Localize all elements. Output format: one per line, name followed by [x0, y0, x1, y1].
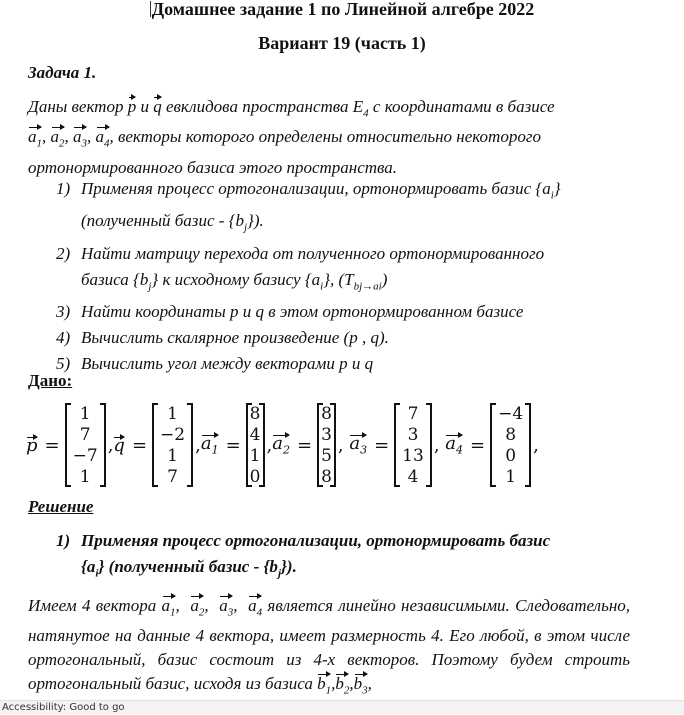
task-text: Найти координаты p и q в этом ортонормированном базисе [81, 302, 524, 322]
body-text: Следовательно, натянутое на данные 4 вектора, имеет размерность 4. [28, 596, 631, 646]
body-text: Поэтому будем строить ортогональный базис, исходя из базиса [28, 650, 631, 694]
vector-a4-label: $a_4$ [445, 433, 463, 457]
task-item-2 [56, 241, 656, 299]
text-cursor [150, 1, 151, 17]
task-number: 2) [56, 243, 71, 263]
task-item-4 [56, 325, 656, 351]
solution-paragraph: Имеем 4 вектора $a_1$, $a_2$, $a_3$, $a_4$ является линейно независимыми. Следовательно, натянутое на данные 4 вектора, имеет размерность 4. Его любой, в этом числе ортогональный, базис состоит из 4-х векторов. Поэтому будем строить ортогональный базис, исходя из базиса $b_1,b_2,b_3$, [28, 594, 630, 700]
task-intro [28, 95, 628, 180]
vector-b2: $b_2$ [335, 672, 349, 700]
task-item-1 [56, 176, 656, 241]
vector-a2: $a_2$ [51, 125, 65, 155]
vector-a2-matrix: 8 3 5 8 [317, 403, 336, 487]
space-dimension: 4 [363, 107, 369, 120]
task-number: 3) [56, 302, 71, 322]
vector-q-matrix: 1 −2 1 7 [152, 403, 193, 487]
document-title [0, 0, 684, 18]
vector-a3: $a_3$ [219, 594, 233, 624]
intro-text: с координатами в базисе [368, 97, 555, 116]
intro-text: Даны вектор [28, 97, 128, 116]
task-number: 5) [56, 354, 71, 374]
task-text: Вычислить скалярное произведение (p , q). [81, 328, 389, 348]
given-heading: Дано: [28, 371, 73, 390]
title-text: Домашнее задание 1 по Линейной алгебре 2022 [151, 0, 535, 19]
vector-a3-label: $a_3$ [349, 433, 368, 457]
step-number: 1) [56, 531, 71, 550]
vector-a1-label: $a_1$ [200, 433, 219, 457]
vector-a3-matrix: 7 3 13 4 [394, 403, 432, 487]
intro-line-1 [28, 95, 628, 125]
vector-a4: $a_4$ [248, 594, 262, 624]
task-number: 1) [56, 179, 71, 198]
vector-q-label: q [113, 434, 125, 456]
vector-a3: $a_3$ [73, 125, 87, 155]
task-list [56, 176, 656, 377]
vector-p: p [128, 95, 137, 119]
vector-a1: $a_1$ [28, 125, 42, 155]
vector-a1: $a_1$ [162, 594, 176, 624]
vector-a1-matrix: 8 4 1 0 [246, 403, 265, 487]
task-text: Применяя процесс ортогонализации, ортонормировать базис $\{a_i\}$ (полученный базис - $\{b_j\}$). [81, 179, 561, 234]
solution-step-1 [56, 528, 656, 586]
vector-a2: $a_2$ [190, 594, 204, 624]
task-heading: Задача 1. [28, 63, 97, 82]
accessibility-status[interactable]: Accessibility: Good to go [2, 702, 125, 713]
given-vectors: p = 1 7 −7 1 , q = 1 −2 1 7 , $a_1$ = 8 4 1 0 , $a_2$ = 8 3 5 8 , $a_3$ = 7 3 13 4 , $a_4$ = −4 8 0 1 , [26, 403, 539, 487]
body-text: Имеем 4 вектора [28, 596, 162, 615]
task-number: 4) [56, 328, 71, 348]
solution-heading: Решение [28, 497, 94, 516]
vector-a2-label: $a_2$ [272, 433, 290, 457]
task-text: Найти матрицу перехода от полученного ортонормированного базиса $\{b_j\}$ к исходному базису $\{a_i\}$, $(T_{bj\to ai})$ [81, 243, 545, 293]
body-text: является линейно независимыми. [262, 596, 510, 615]
task-item-3 [56, 299, 656, 325]
intro-text: и [136, 97, 154, 116]
status-bar [0, 700, 684, 714]
vector-p-matrix: 1 7 −7 1 [65, 403, 106, 487]
step-text: Применяя процесс ортогонализации, ортонормировать базис $\{a_i\}$ (полученный базис - $\{b_j\}$). [81, 531, 551, 580]
vector-b1: $b_1$ [317, 672, 331, 700]
intro-line-2: $a_1$, $a_2$, $a_3$, $a_4$, векторы которого определены относительно некоторого [28, 125, 628, 155]
body-text: Его любой, в этом числе ортогональный, базис состоит из 4-х векторов. [28, 626, 631, 670]
intro-line-3: ортонормированного базиса этого пространства. [28, 157, 398, 177]
vector-b3: $b_3$ [354, 672, 368, 700]
intro-text: , векторы которого определены относительно некоторого [109, 127, 541, 147]
task-item-5 [56, 351, 656, 377]
vector-p-label: p [26, 434, 38, 456]
vector-q: q [153, 95, 162, 119]
vector-a4: $a_4$ [96, 125, 110, 155]
document-subtitle: Вариант 19 (часть 1) [258, 33, 426, 53]
intro-text: евклидова пространства E [161, 97, 364, 116]
solution-item [56, 528, 656, 586]
vector-a4-matrix: −4 8 0 1 [490, 403, 531, 487]
task-text: Вычислить угол между векторами p и q [81, 354, 374, 374]
